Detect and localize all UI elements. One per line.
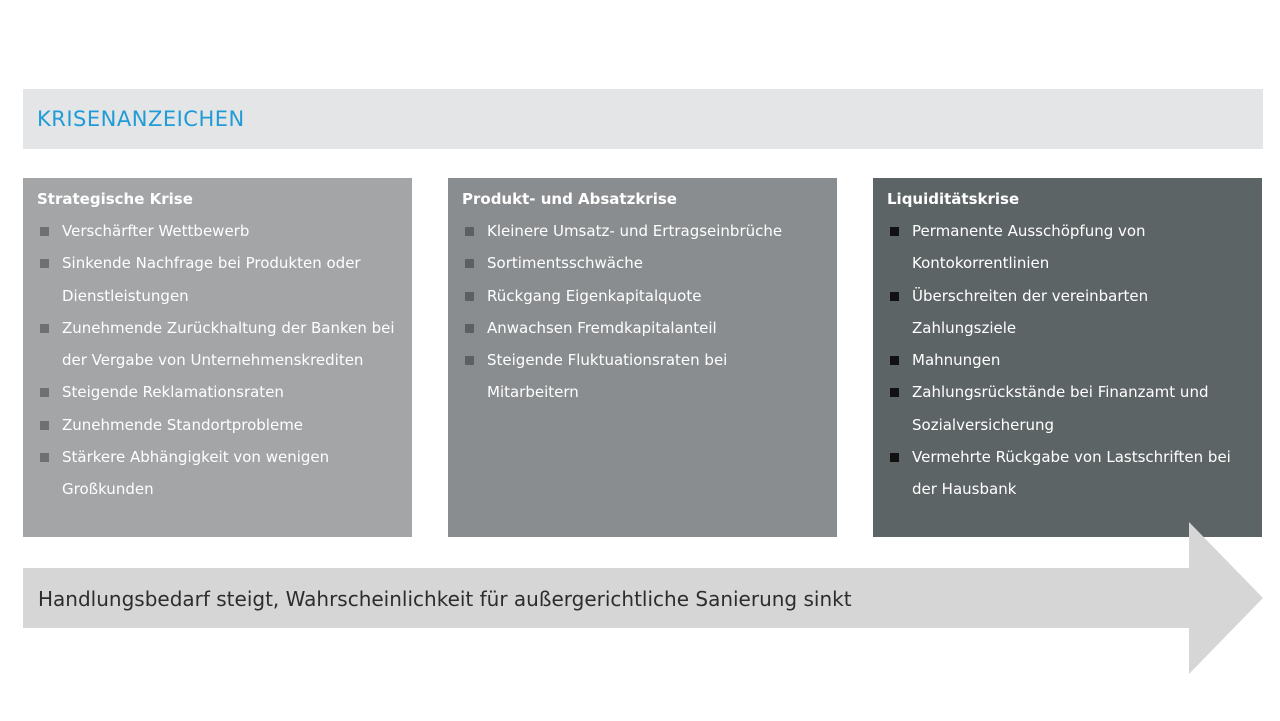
square-bullet-icon bbox=[40, 453, 49, 462]
list-item bbox=[887, 441, 1248, 506]
list-item-text: Sortimentsschwäche bbox=[487, 254, 643, 273]
square-bullet-icon bbox=[890, 227, 899, 236]
list-item bbox=[887, 280, 1248, 345]
square-bullet-icon bbox=[40, 259, 49, 268]
square-bullet-icon bbox=[40, 324, 49, 333]
square-bullet-icon bbox=[890, 356, 899, 365]
list-item-text: Zahlungsrückstände bei Finanzamt und Sozialversicherung bbox=[912, 383, 1209, 434]
list-item bbox=[37, 376, 398, 408]
crisis-indicator-list bbox=[887, 215, 1248, 506]
list-item bbox=[37, 409, 398, 441]
list-item-text: Vermehrte Rückgabe von Lastschriften bei der Hausbank bbox=[912, 448, 1231, 499]
trend-arrow bbox=[23, 522, 1263, 674]
list-item bbox=[37, 441, 398, 506]
list-item bbox=[462, 344, 823, 409]
square-bullet-icon bbox=[465, 292, 474, 301]
list-item bbox=[37, 215, 398, 247]
list-item bbox=[887, 376, 1248, 441]
list-item bbox=[887, 344, 1248, 376]
square-bullet-icon bbox=[40, 421, 49, 430]
square-bullet-icon bbox=[465, 324, 474, 333]
column-produkt-und-absatzkrise bbox=[448, 178, 837, 537]
list-item bbox=[887, 215, 1248, 280]
square-bullet-icon bbox=[890, 292, 899, 301]
list-item-text: Steigende Fluktuationsraten bei Mitarbeitern bbox=[487, 351, 728, 402]
list-item-text: Permanente Ausschöpfung von Kontokorrentlinien bbox=[912, 222, 1146, 273]
list-item-text: Zunehmende Standortprobleme bbox=[62, 415, 304, 434]
crisis-indicator-list bbox=[37, 215, 398, 506]
list-item-text: Rückgang Eigenkapitalquote bbox=[487, 286, 702, 305]
page-title: KRISENANZEICHEN bbox=[37, 107, 245, 131]
crisis-indicator-list bbox=[462, 215, 823, 409]
krisenanzeichen-header-bar bbox=[23, 89, 1263, 149]
list-item-text: Verschärfter Wettbewerb bbox=[62, 222, 250, 240]
square-bullet-icon bbox=[40, 388, 49, 397]
list-item-text: Mahnungen bbox=[912, 351, 1001, 370]
list-item bbox=[462, 280, 823, 312]
column-title: Liquiditätskrise bbox=[887, 190, 1020, 208]
list-item-text: Kleinere Umsatz- und Ertragseinbrüche bbox=[487, 222, 783, 240]
square-bullet-icon bbox=[465, 259, 474, 268]
square-bullet-icon bbox=[890, 453, 899, 462]
list-item-text: Stärkere Abhängigkeit von wenigen Großkunden bbox=[62, 448, 330, 499]
list-item-text: Überschreiten der vereinbarten Zahlungsziele bbox=[912, 286, 1149, 337]
square-bullet-icon bbox=[465, 227, 474, 236]
column-title: Strategische Krise bbox=[37, 190, 193, 208]
list-item bbox=[462, 247, 823, 279]
list-item bbox=[37, 312, 398, 377]
column-liquiditaetskrise bbox=[873, 178, 1262, 537]
column-title: Produkt- und Absatzkrise bbox=[462, 190, 677, 208]
square-bullet-icon bbox=[890, 388, 899, 397]
list-item bbox=[462, 215, 823, 247]
list-item bbox=[462, 312, 823, 344]
list-item bbox=[37, 247, 398, 312]
list-item-text: Anwachsen Fremdkapitalanteil bbox=[487, 318, 717, 337]
list-item-text: Steigende Reklamationsraten bbox=[62, 383, 284, 402]
square-bullet-icon bbox=[40, 227, 49, 236]
square-bullet-icon bbox=[465, 356, 474, 365]
list-item-text: Zunehmende Zurückhaltung der Banken bei der Vergabe von Unternehmenskrediten bbox=[62, 318, 395, 370]
arrow-label: Handlungsbedarf steigt, Wahrscheinlichkeit für außergerichtliche Sanierung sinkt bbox=[38, 587, 852, 611]
list-item-text: Sinkende Nachfrage bei Produkten oder Dienstleistungen bbox=[62, 254, 361, 305]
column-strategische-krise bbox=[23, 178, 412, 537]
